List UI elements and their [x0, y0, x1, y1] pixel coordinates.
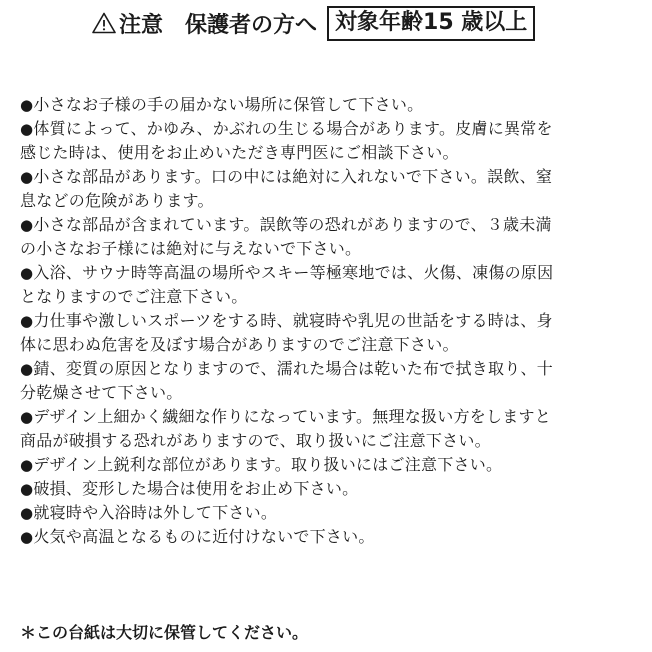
bullet-icon: ●	[20, 312, 34, 330]
caution-item-continuation	[20, 237, 632, 261]
caution-text: 感じた時は、使用をお止めいただき専門医にご相談下さい。	[20, 143, 459, 162]
caution-text: 破損、変形した場合は使用をお止め下さい。	[33, 479, 359, 498]
caution-text: 火気や高温となるものに近付けないで下さい。	[33, 527, 375, 546]
caution-text: 錆、変質の原因となりますので、濡れた場合は乾いた布で拭き取り、十	[33, 359, 554, 378]
caution-text: の小さなお子様には絶対に与えないで下さい。	[20, 239, 362, 258]
footer-note: ＊この台紙は大切に保管してください。	[20, 623, 309, 642]
caution-text: 力仕事や激しいスポーツをする時、就寝時や乳児の世話をする時は、身	[33, 311, 553, 330]
guardian-notice: 保護者の方へ	[185, 12, 318, 38]
caution-item-continuation	[20, 189, 632, 213]
caution-text: 入浴、サウナ時等高温の場所やスキー等極寒地では、火傷、凍傷の原因	[33, 263, 554, 282]
bullet-icon: ●	[20, 504, 34, 522]
caution-item	[20, 525, 632, 549]
bullet-icon: ●	[20, 408, 34, 426]
caution-text: 体質によって、かゆみ、かぶれの生じる場合があります。皮膚に異常を	[33, 119, 553, 138]
caution-text: 就寝時や入浴時は外して下さい。	[33, 503, 278, 522]
caution-item-continuation	[20, 333, 632, 357]
caution-text: 体に思わぬ危害を及ぼす場合がありますのでご注意下さい。	[20, 335, 459, 354]
caution-item	[20, 213, 632, 237]
caution-text: 小さなお子様の手の届かない場所に保管して下さい。	[33, 95, 424, 114]
warning-header	[92, 6, 535, 40]
caution-item	[20, 501, 632, 525]
caution-item-continuation	[20, 429, 632, 453]
bullet-icon: ●	[20, 456, 34, 474]
caution-item-continuation	[20, 285, 632, 309]
bullet-icon: ●	[20, 168, 34, 186]
caution-item	[20, 309, 632, 333]
bullet-icon: ●	[20, 528, 34, 546]
bullet-icon: ●	[20, 264, 34, 282]
bullet-icon: ●	[20, 480, 34, 498]
caution-item	[20, 453, 632, 477]
caution-item	[20, 165, 632, 189]
caution-text: デザイン上細かく繊細な作りになっています。無理な扱い方をしますと	[33, 407, 551, 426]
warning-triangle-icon	[92, 12, 116, 34]
caution-text: 小さな部品が含まれています。誤飲等の恐れがありますので、３歳未満	[33, 215, 552, 234]
caution-item-continuation	[20, 141, 632, 165]
caution-list	[20, 93, 632, 549]
caution-item	[20, 477, 632, 501]
bullet-icon: ●	[20, 216, 34, 234]
bullet-icon: ●	[20, 360, 34, 378]
caution-item	[20, 357, 632, 381]
caution-text: 息などの危険があります。	[20, 191, 214, 210]
caution-text: デザイン上鋭利な部位があります。取り扱いにはご注意下さい。	[33, 455, 503, 474]
caution-item	[20, 405, 632, 429]
caution-text: となりますのでご注意下さい。	[20, 287, 248, 306]
caution-text: 分乾燥させて下さい。	[20, 383, 183, 402]
bullet-icon: ●	[20, 120, 34, 138]
caution-item-continuation	[20, 381, 632, 405]
bullet-icon: ●	[20, 96, 34, 114]
caution-item	[20, 93, 632, 117]
caution-item	[20, 117, 632, 141]
caution-label: 注意	[119, 12, 164, 38]
caution-text: 商品が破損する恐れがありますので、取り扱いにご注意下さい。	[20, 431, 491, 450]
caution-item	[20, 261, 632, 285]
caution-text: 小さな部品があります。口の中には絶対に入れないで下さい。誤飲、窒	[33, 167, 553, 186]
age-restriction-badge: 対象年齢15 歳以上	[327, 6, 535, 41]
